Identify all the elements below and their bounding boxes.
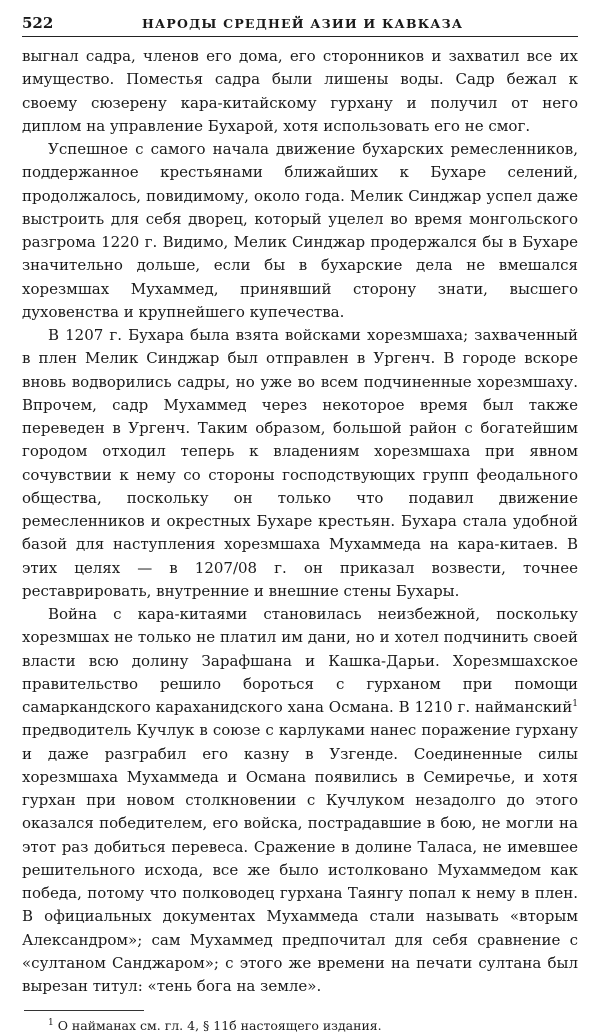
- paragraph-4: [22, 603, 578, 998]
- page-header: [22, 12, 578, 37]
- paragraph-4-part-2: предводитель Кучлук в союзе с карлуками нанес поражение гурхану и даже разграбил его казну в Узгенде. Соединенные силы хорезмшаха Мухаммеда и Османа появились в Семиречье, и хотя гурхан при новом столкновении с Кучлуком незадолго до этого оказался победителем, его войска, пострадавшие в бою, не могли на этот раз добиться перевеса. Сражение в долине Таласа, не имевшее решительного исхода, все же было истолковано Мухаммедом как победа, потому что полководец гурхана Таянгу попал к нему в плен. В официальных документах Мухаммеда стали называть «вторым Александром»; сам Мухаммед предпочитал для себя сравнение с «султаном Санджаром»; с этого же времени на печати султана был вырезан титул: «тень бога на земле».: [22, 721, 578, 995]
- body-text: [22, 45, 578, 998]
- footnote-reference[interactable]: 1: [572, 699, 578, 709]
- footnote-marker: 1: [48, 1018, 54, 1029]
- paragraph-2: Успешное с самого начала движение бухарских ремесленников, поддержанное крестьянами ближайших к Бухаре селений, продолжалось, повидимому, около года. Мелик Синджар успел даже выстроить для себя дворец, который уцелел во время монгольского разгрома 1220 г. Видимо, Мелик Синджар продержался бы в Бухаре значительно дольше, если бы в бухарские дела не вмешался хорезмшах Мухаммед, принявший сторону знати, высшего духовенства и крупнейшего купечества.: [22, 140, 578, 321]
- paragraph-4-part-1: Война с кара-китаями становилась неизбежной, поскольку хорезмшах не только не платил им дани, но и хотел подчинить своей власти всю долину Зарафшана и Кашка-Дарьи. Хорезмшахское правительство решило бороться с гурханом при помощи самаркандского караханидского хана Османа. В 1210 г. найманский: [22, 605, 578, 716]
- paragraph-3: В 1207 г. Бухара была взята войсками хорезмшаха; захваченный в плен Мелик Синджар был отправлен в Ургенч. В городе вскоре вновь водворились садры, но уже во всем подчиненные хорезмшаху. Впрочем, садр Мухаммед через некоторое время был также переведен в Ургенч. Таким образом, большой район с богатейшим городом отходил теперь к владениям хорезмшаха при явном сочувствии к нему со стороны господствующих групп феодального общества, поскольку он только что подавил движение ремесленников и окрестных Бухаре крестьян. Бухара стала удобной базой для наступления хорезмшаха Мухаммеда на кара-китаев. В этих целях — в 1207/08 г. он приказал возвести, точнее реставрировать, внутренние и внешние стены Бухары.: [22, 326, 578, 600]
- page-number: 522: [22, 14, 54, 32]
- footnote-text: О найманах см. гл. 4, § 11б настоящего издания.: [53, 1018, 382, 1034]
- footnote-divider: [24, 1010, 144, 1011]
- paragraph-1: выгнал садра, членов его дома, его сторонников и захватил все их имущество. Поместья садра были лишены воды. Садр бежал к своему сюзерену кара-китайскому гурхану и получил от него диплом на управление Бухарой, хотя использовать его не смог.: [22, 47, 578, 135]
- footnote: [22, 1017, 578, 1035]
- running-title: НАРОДЫ СРЕДНЕЙ АЗИИ И КАВКАЗА: [142, 16, 464, 31]
- book-page: [22, 12, 578, 1035]
